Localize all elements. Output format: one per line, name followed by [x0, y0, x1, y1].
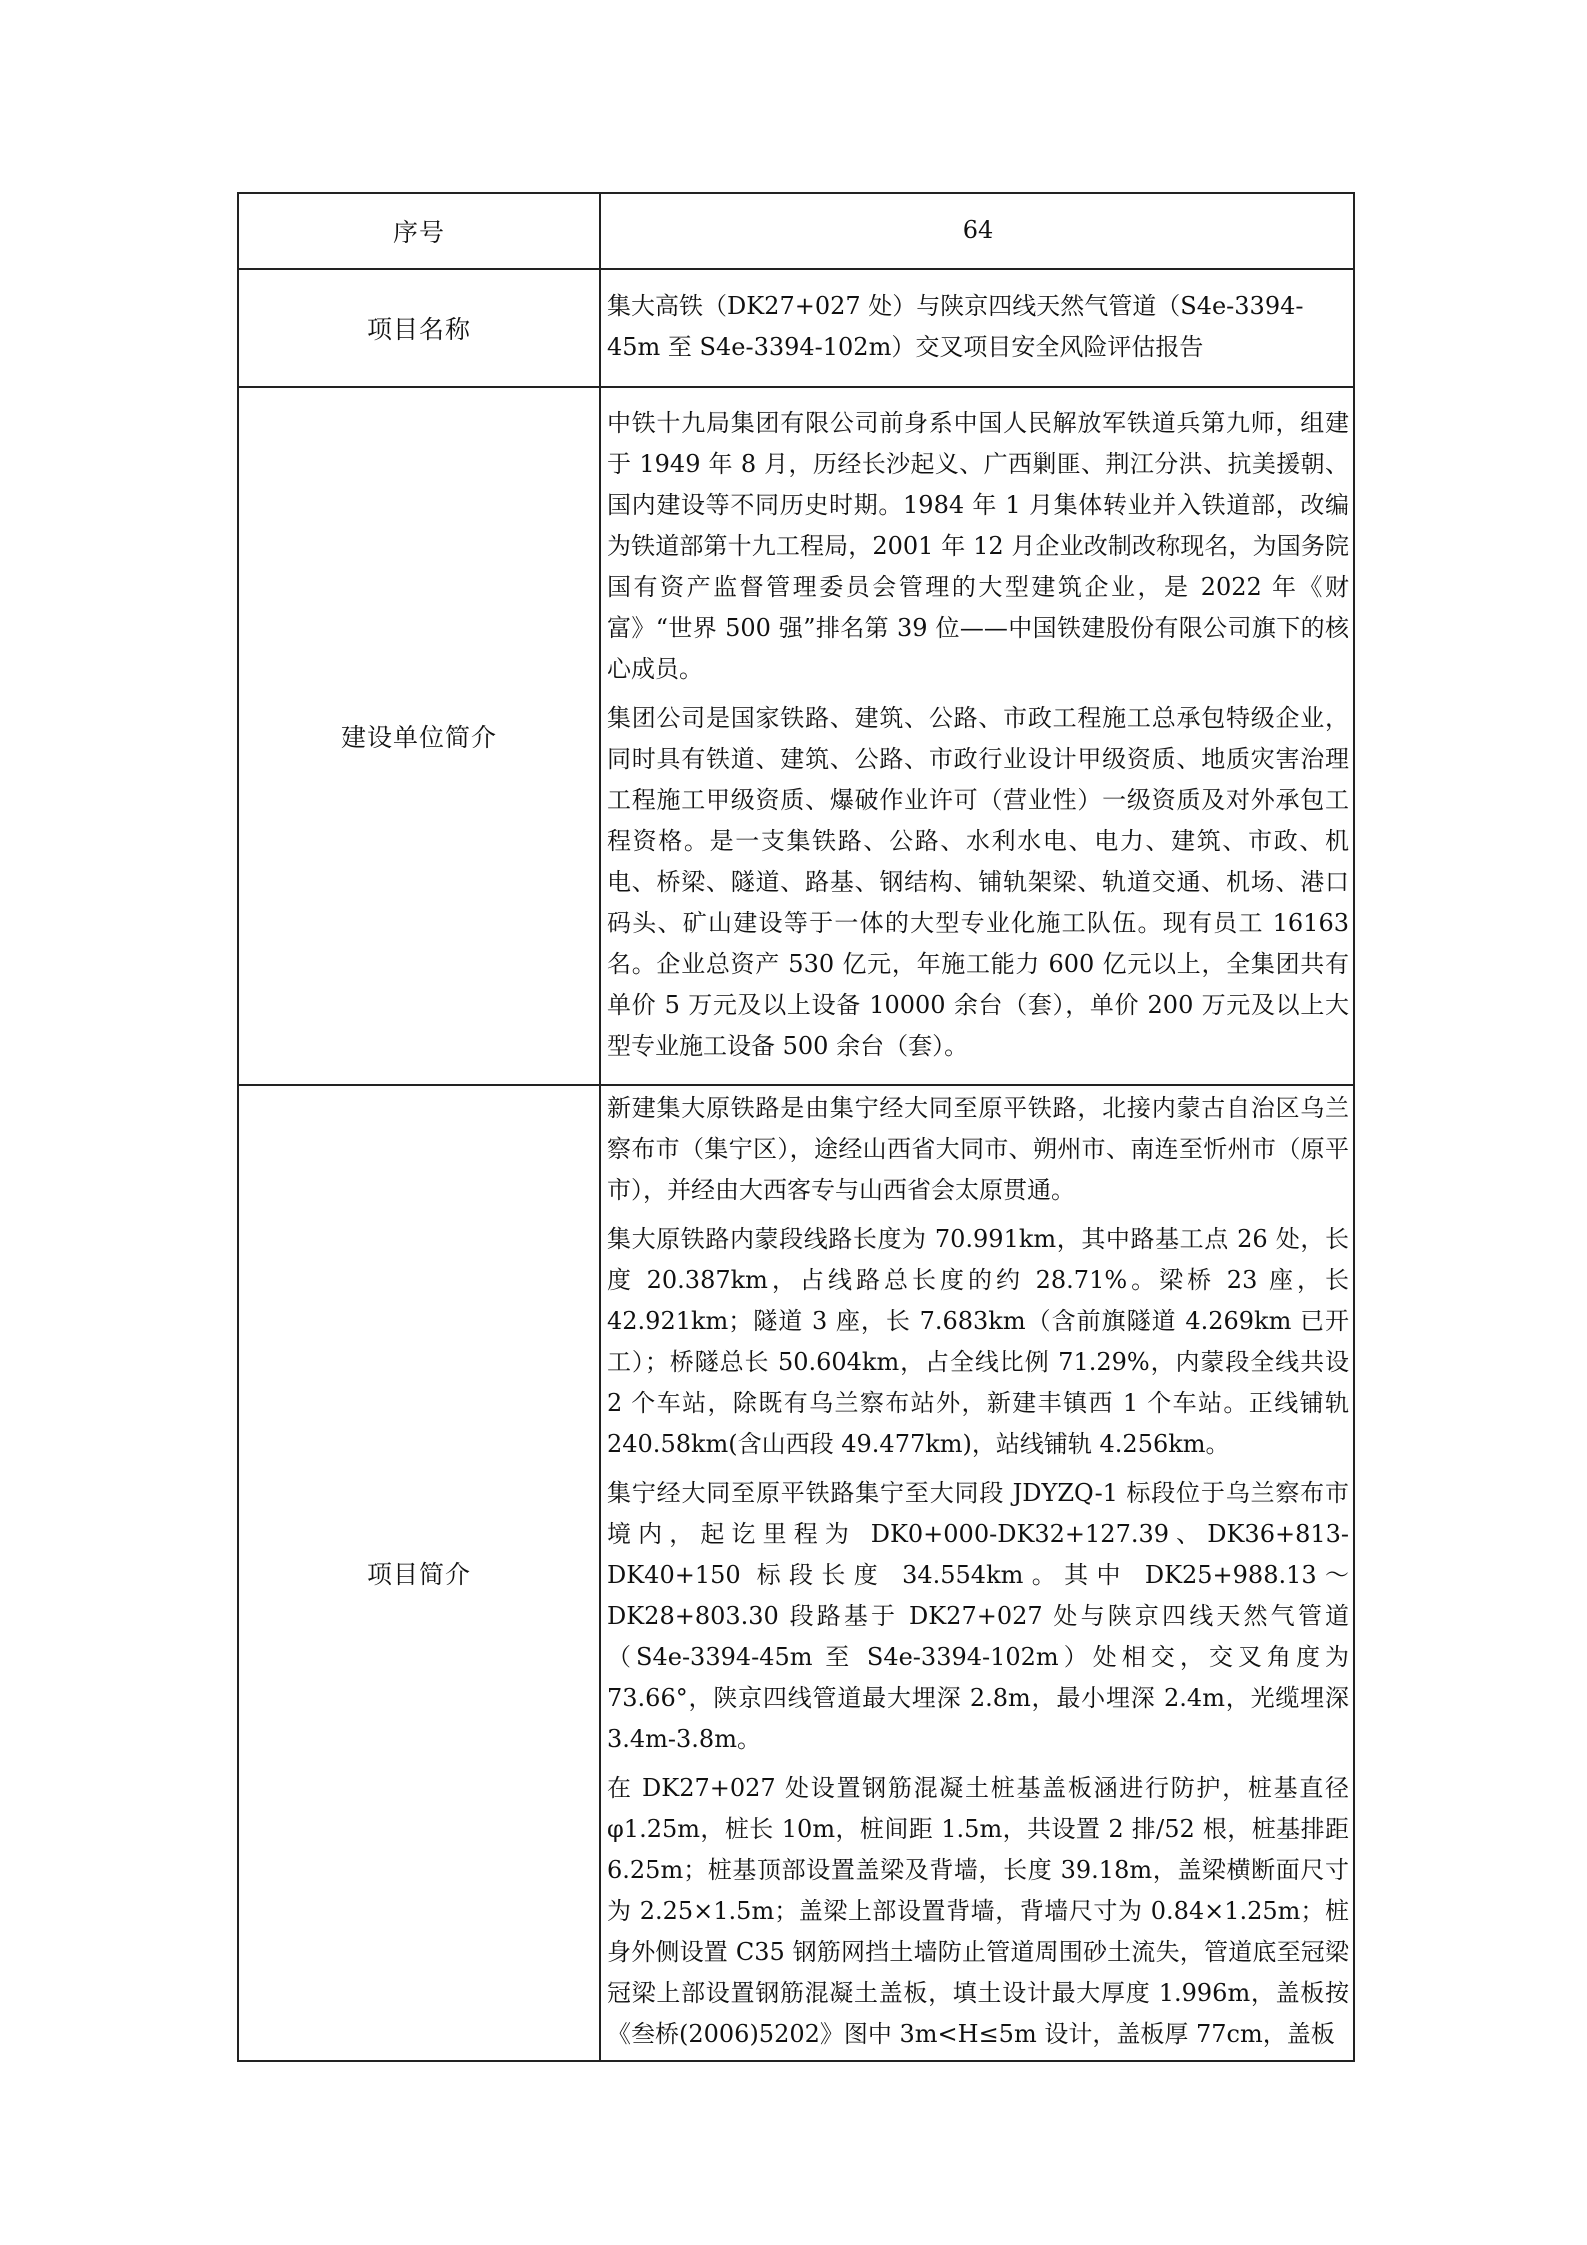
project-info-table — [237, 192, 1355, 2062]
unit-paragraph: 集团公司是国家铁路、建筑、公路、市政工程施工总承包特级企业，同时具有铁道、建筑、公路、市政行业设计甲级资质、地质灾害治理工程施工甲级资质、爆破作业许可（营业性）一级资质及对外承包工程资格。是一支集铁路、公路、水利水电、电力、建筑、市政、机电、桥梁、隧道、路基、钢结构、铺轨架梁、轨道交通、机场、港口码头、矿山建设等于一体的大型专业化施工队伍。现有员工 16163 名。企业总资产 530 亿元，年施工能力 600 亿元以上，全集团共有单价 5 万元及以上设备 10000 余台（套），单价 200 万元及以上大型专业施工设备 500 余台（套）。 — [607, 704, 1349, 1060]
project-paragraph: 集大原铁路内蒙段线路长度为 70.991km，其中路基工点 26 处，长度 20.387km，占线路总长度的约 28.71%。梁桥 23 座，长 42.921km；隧道 3 座，长 7.683km（含前旗隧道 4.269km 已开工）；桥隧总长 50.604km，占全线比例 71.29%，内蒙段全线共设 2 个车站，除既有乌兰察布站外，新建丰镇西 1 个车站。正线铺轨 240.58km(含山西段 49.477km)，站线铺轨 4.256km。 — [607, 1225, 1349, 1458]
row-construction-unit — [238, 387, 1354, 1085]
project-paragraph: 集宁经大同至原平铁路集宁至大同段 JDYZQ-1 标段位于乌兰察布市境内，起讫里程为 DK0+000-DK32+127.39、DK36+813-DK40+150 标段长度 34.554km。其中 DK25+988.13～DK28+803.30 段路基于 DK27+027 处与陕京四线天然气管道（S4e-3394-45m 至 S4e-3394-102m）处相交，交叉角度为 73.66°，陕京四线管道最大埋深 2.8m，最小埋深 2.4m，光缆埋深 3.4m-3.8m。 — [607, 1479, 1349, 1753]
project-name-value: 集大高铁（DK27+027 处）与陕京四线天然气管道（S4e-3394-45m 至 S4e-3394-102m）交叉项目安全风险评估报告 — [600, 269, 1354, 387]
unit-paragraph: 中铁十九局集团有限公司前身系中国人民解放军铁道兵第九师，组建于 1949 年 8 月，历经长沙起义、广西剿匪、荆江分洪、抗美援朝、国内建设等不同历史时期。1984 年 1 月集体转业并入铁道部，改编为铁道部第十九工程局，2001 年 12 月企业改制改称现名，为国务院国有资产监督管理委员会管理的大型建筑企业，是 2022 年《财富》“世界 500 强”排名第 39 位——中国铁建股份有限公司旗下的核心成员。 — [607, 409, 1349, 683]
project-name-label: 项目名称 — [238, 269, 600, 387]
row-project-name — [238, 269, 1354, 387]
project-intro-label: 项目简介 — [238, 1085, 600, 2061]
serial-number-label: 序号 — [238, 193, 600, 269]
project-paragraph: 在 DK27+027 处设置钢筋混凝土桩基盖板涵进行防护，桩基直径 φ1.25m，桩长 10m，桩间距 1.5m，共设置 2 排/52 根，桩基排距 6.25m；桩基顶部设置盖梁及背墙，长度 39.18m，盖梁横断面尺寸为 2.25×1.5m；盖梁上部设置背墙，背墙尺寸为 0.84×1.25m；桩身外侧设置 C35 钢筋网挡土墙防止管道周围砂土流失，管道底至冠梁冠梁上部设置钢筋混凝土盖板，填土设计最大厚度 1.996m，盖板按《叁桥(2006)5202》图中 3m<H≤5m 设计，盖板厚 77cm，盖板 — [607, 1774, 1349, 2048]
project-paragraph: 新建集大原铁路是由集宁经大同至原平铁路，北接内蒙古自治区乌兰察布市（集宁区），途经山西省大同市、朔州市、南连至忻州市（原平市），并经由大西客专与山西省会太原贯通。 — [607, 1094, 1349, 1204]
row-serial-number — [238, 193, 1354, 269]
construction-unit-description — [600, 387, 1354, 1085]
serial-number-value: 64 — [600, 193, 1354, 269]
row-project-intro — [238, 1085, 1354, 2061]
project-intro-description — [600, 1085, 1354, 2061]
construction-unit-label: 建设单位简介 — [238, 387, 600, 1085]
